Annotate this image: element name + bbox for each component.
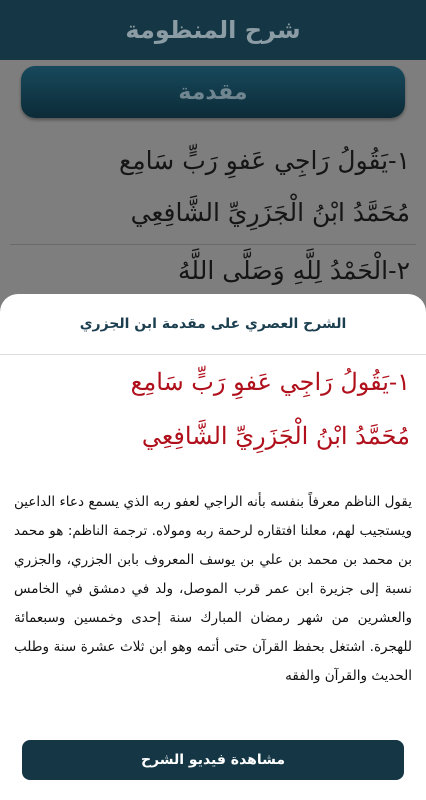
sheet-header — [0, 294, 426, 355]
sheet-title: الشرح العصري على مقدمة ابن الجزري — [79, 316, 347, 332]
background-verse-1b: مُحَمَّدُ ابْنُ الْجَزَرِيِّ الشَّافِعِي — [130, 198, 410, 227]
explanation-text: يقول الناظم معرفاً بنفسه بأنه الراجي لعفو ربه الذي يسمع دعاء الداعين ويستجيب لهم، معلنا افتقاره لرحمة ربه ومولاه. ترجمة الناظم: هو محمد بن محمد بن محمد بن علي بن يوسف المعروف بابن الجزري، والجزري نسبة إلى جزيرة ابن عمر قرب الموصل، ولد في دمشق في الخامس والعشرين من شهر رمضان المبارك سنة إحدى وخمسين وسبعمائة للهجرة. اشتغل بحفظ القرآن حتى أتمه وهو ابن ثلاث عشرة سنة وطلب الحديث والقرآن والفقه — [14, 494, 412, 684]
watch-video-button[interactable] — [22, 740, 404, 780]
watch-video-label: مشاهدة فيديو الشرح — [140, 752, 286, 768]
verse-line-2: مُحَمَّدُ ابْنُ الْجَزَرِيِّ الشَّافِعِي — [141, 422, 410, 450]
background-verse-2a: ٢-الْحَمْدُ لِلَّهِ وَصَلَّى اللَّهُ — [178, 256, 410, 285]
app-title: شرح المنظومة — [125, 16, 301, 44]
background-verse-1a: ١-يَقُولُ رَاجِي عَفوِ رَبٍّ سَامِع — [118, 146, 410, 175]
verse-divider — [10, 244, 416, 245]
app-bar — [0, 0, 426, 60]
explanation-fade — [0, 690, 426, 720]
section-intro-button[interactable] — [21, 66, 405, 118]
section-intro-label: مقدمة — [178, 79, 248, 105]
verse-line-1: ١-يَقُولُ رَاجِي عَفوِ رَبٍّ سَامِع — [130, 368, 410, 396]
explanation-bottom-sheet — [0, 294, 426, 800]
